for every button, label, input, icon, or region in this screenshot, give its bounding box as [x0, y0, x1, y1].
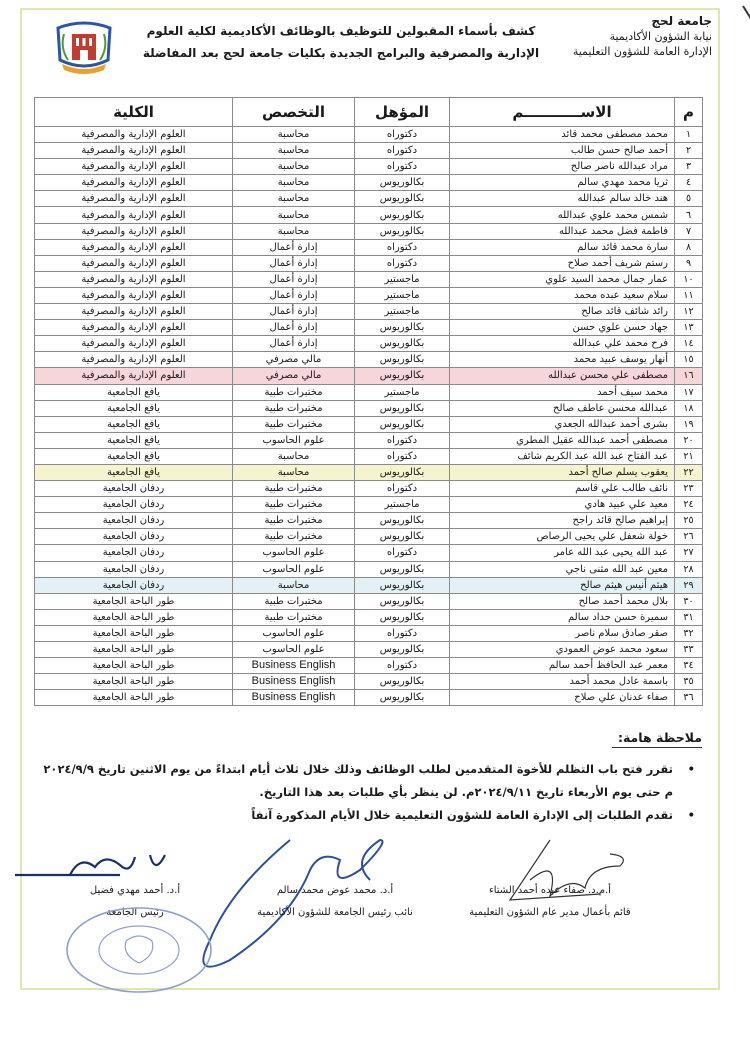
college: العلوم الإدارية والمصرفية — [35, 127, 233, 143]
row-number: ٧ — [675, 223, 703, 239]
college: طور الباحة الجامعية — [35, 593, 233, 609]
college: ردفان الجامعية — [35, 481, 233, 497]
specialization: مختبرات طبية — [233, 400, 355, 416]
signature-block-education-director — [460, 880, 640, 924]
college: العلوم الإدارية والمصرفية — [35, 271, 233, 287]
row-number: ٢٠ — [675, 432, 703, 448]
row-number: ١ — [675, 127, 703, 143]
row-number: ٢٤ — [675, 497, 703, 513]
college: ردفان الجامعية — [35, 513, 233, 529]
college: العلوم الإدارية والمصرفية — [35, 159, 233, 175]
qualification: دكتوراه — [355, 432, 450, 448]
qualification: بكالوريوس — [355, 674, 450, 690]
table-row — [35, 159, 703, 175]
qualification: بكالوريوس — [355, 191, 450, 207]
table-row — [35, 352, 703, 368]
specialization: محاسبة — [233, 223, 355, 239]
college: طور الباحة الجامعية — [35, 609, 233, 625]
qualification: دكتوراه — [355, 255, 450, 271]
row-number: ٢٣ — [675, 481, 703, 497]
signatory-role: نائب رئيس الجامعة للشؤون الأكاديمية — [257, 907, 413, 918]
row-number: ٢٥ — [675, 513, 703, 529]
college: العلوم الإدارية والمصرفية — [35, 336, 233, 352]
college: يافع الجامعية — [35, 464, 233, 480]
candidate-name: رائد شائف قائد صالح — [450, 304, 675, 320]
row-number: ١٣ — [675, 320, 703, 336]
college: طور الباحة الجامعية — [35, 690, 233, 706]
candidate-name: عبد الفتاح عبد الله عبد الكريم شائف — [450, 448, 675, 464]
college: طور الباحة الجامعية — [35, 625, 233, 641]
table-row — [35, 384, 703, 400]
college: العلوم الإدارية والمصرفية — [35, 175, 233, 191]
college: ردفان الجامعية — [35, 561, 233, 577]
qualification: بكالوريوس — [355, 352, 450, 368]
college: ردفان الجامعية — [35, 497, 233, 513]
table-row — [35, 368, 703, 384]
table-row — [35, 690, 703, 706]
college: العلوم الإدارية والمصرفية — [35, 207, 233, 223]
row-number: ٣٤ — [675, 658, 703, 674]
table-row — [35, 127, 703, 143]
candidate-name: مصطفى أحمد عبدالله عقيل المطري — [450, 432, 675, 448]
table-row — [35, 658, 703, 674]
document-header — [30, 12, 712, 82]
row-number: ١٠ — [675, 271, 703, 287]
candidate-name: رستم شريف أحمد صلاح — [450, 255, 675, 271]
specialization: إدارة أعمال — [233, 271, 355, 287]
row-number: ٣٠ — [675, 593, 703, 609]
college: يافع الجامعية — [35, 448, 233, 464]
candidate-name: معمر عبد الحافظ أحمد سالم — [450, 658, 675, 674]
candidate-name: شمس محمد علوي عبدالله — [450, 207, 675, 223]
candidate-name: سميرة حسن حداد سالم — [450, 609, 675, 625]
row-number: ٥ — [675, 191, 703, 207]
specialization: علوم الحاسوب — [233, 642, 355, 658]
specialization: محاسبة — [233, 577, 355, 593]
candidate-name: سعود محمد عوض العمودي — [450, 642, 675, 658]
college: العلوم الإدارية والمصرفية — [35, 304, 233, 320]
table-row — [35, 239, 703, 255]
college: العلوم الإدارية والمصرفية — [35, 191, 233, 207]
row-number: ٢٢ — [675, 464, 703, 480]
candidate-name: إبراهيم صالح قائد راجح — [450, 513, 675, 529]
table-row — [35, 287, 703, 303]
signatory-role: قائم بأعمال مدير عام الشؤون التعليمية — [469, 907, 631, 918]
row-number: ٢٦ — [675, 529, 703, 545]
table-row — [35, 545, 703, 561]
vice-presidency: نيابة الشؤون الأكاديمية — [609, 30, 712, 43]
qualification: ماجستير — [355, 271, 450, 287]
candidate-name: نائف طالب علي قاسم — [450, 481, 675, 497]
row-number: ٩ — [675, 255, 703, 271]
specialization: مختبرات طبية — [233, 513, 355, 529]
college: العلوم الإدارية والمصرفية — [35, 320, 233, 336]
specialization: Business English — [233, 674, 355, 690]
college: العلوم الإدارية والمصرفية — [35, 352, 233, 368]
college: ردفان الجامعية — [35, 529, 233, 545]
signatory-name: أ.د. أحمد مهدي فضيل — [89, 885, 181, 896]
college: العلوم الإدارية والمصرفية — [35, 255, 233, 271]
college: يافع الجامعية — [35, 400, 233, 416]
specialization: إدارة أعمال — [233, 336, 355, 352]
specialization: محاسبة — [233, 175, 355, 191]
row-number: ٢٨ — [675, 561, 703, 577]
table-row — [35, 529, 703, 545]
qualification: دكتوراه — [355, 159, 450, 175]
table-row — [35, 561, 703, 577]
table-row — [35, 625, 703, 641]
college: طور الباحة الجامعية — [35, 658, 233, 674]
table-row — [35, 674, 703, 690]
table-row — [35, 271, 703, 287]
candidate-name: فرح محمد علي عبدالله — [450, 336, 675, 352]
specialization: مختبرات طبية — [233, 497, 355, 513]
candidate-name: صقر صادق سلام ناصر — [450, 625, 675, 641]
specialization: إدارة أعمال — [233, 239, 355, 255]
specialization: علوم الحاسوب — [233, 561, 355, 577]
qualification: بكالوريوس — [355, 642, 450, 658]
document-title — [130, 20, 552, 64]
table-row — [35, 255, 703, 271]
signatory-role: رئيس الجامعة — [106, 907, 164, 918]
column-header-specialization: التخصص — [233, 98, 355, 127]
bullet-icon: • — [687, 808, 695, 822]
title-line-2: الإدارية والمصرفية والبرامج الجديدة بكليات جامعة لحج بعد المفاضلة — [142, 46, 540, 60]
table-row — [35, 207, 703, 223]
specialization: محاسبة — [233, 159, 355, 175]
qualification: بكالوريوس — [355, 593, 450, 609]
table-row — [35, 497, 703, 513]
college: ردفان الجامعية — [35, 577, 233, 593]
qualification: ماجستير — [355, 384, 450, 400]
qualification: بكالوريوس — [355, 400, 450, 416]
candidate-name: ثريا محمد مهدي سالم — [450, 175, 675, 191]
specialization: علوم الحاسوب — [233, 545, 355, 561]
college: ردفان الجامعية — [35, 545, 233, 561]
specialization: مالي مصرفي — [233, 352, 355, 368]
table-row — [35, 400, 703, 416]
row-number: ١٤ — [675, 336, 703, 352]
specialization: مختبرات طبية — [233, 481, 355, 497]
qualification: دكتوراه — [355, 481, 450, 497]
column-header-qualification: المؤهل — [355, 98, 450, 127]
specialization: إدارة أعمال — [233, 304, 355, 320]
candidate-name: معين عبد الله مثنى ناجي — [450, 561, 675, 577]
candidate-name: بلال محمد أحمد صالح — [450, 593, 675, 609]
candidate-name: مصطفى علي محسن عبدالله — [450, 368, 675, 384]
qualification: بكالوريوس — [355, 207, 450, 223]
table-row — [35, 175, 703, 191]
signatory-name: أ.م.د. صفاء عبده أحمد الشتاء — [489, 885, 611, 896]
signature-block-vice-president — [245, 880, 425, 924]
specialization: محاسبة — [233, 448, 355, 464]
specialization: مختبرات طبية — [233, 593, 355, 609]
qualification: دكتوراه — [355, 127, 450, 143]
row-number: ١٩ — [675, 416, 703, 432]
note-item — [33, 804, 695, 827]
qualification: بكالوريوس — [355, 464, 450, 480]
specialization: مختبرات طبية — [233, 609, 355, 625]
table-row — [35, 143, 703, 159]
table-row — [35, 304, 703, 320]
notes-list — [33, 758, 695, 827]
row-number: ١٢ — [675, 304, 703, 320]
row-number: ١٥ — [675, 352, 703, 368]
qualification: بكالوريوس — [355, 416, 450, 432]
qualification: ماجستير — [355, 287, 450, 303]
college: يافع الجامعية — [35, 384, 233, 400]
title-line-1: كشف بأسماء المقبولين للتوظيف بالوظائف الأكاديمية لكلية العلوم — [146, 24, 536, 38]
candidate-name: أنهار يوسف عبيد محمد — [450, 352, 675, 368]
row-number: ١٧ — [675, 384, 703, 400]
table-row — [35, 320, 703, 336]
table-row — [35, 223, 703, 239]
note-text: تقرر فتح باب التظلم للأخوة المتقدمين لطلب الوظائف وذلك خلال ثلاث أيام ابتداءً من يوم الاثنين تاريخ ٢٠٢٤/٩/٩ م حتى يوم الأربعاء تاريخ ٢٠٢٤/٩/١١م. لن ينظر بأي طلبات بعد هذا التاريخ. — [43, 762, 673, 799]
accepted-candidates-table — [34, 97, 703, 706]
row-number: ٢٩ — [675, 577, 703, 593]
candidate-name: صفاء عدنان علي صلاح — [450, 690, 675, 706]
official-stamp-icon — [64, 905, 214, 995]
row-number: ١٨ — [675, 400, 703, 416]
candidate-name: بشرى أحمد عبدالله الجعدي — [450, 416, 675, 432]
college: يافع الجامعية — [35, 432, 233, 448]
candidate-name: سلام سعيد عبده محمد — [450, 287, 675, 303]
candidate-name: محمد سيف أحمد — [450, 384, 675, 400]
table-row — [35, 416, 703, 432]
row-number: ٣ — [675, 159, 703, 175]
table-row — [35, 336, 703, 352]
note-item — [33, 758, 695, 804]
specialization: محاسبة — [233, 143, 355, 159]
candidate-name: محمد مصطفى محمد قائد — [450, 127, 675, 143]
specialization: علوم الحاسوب — [233, 432, 355, 448]
row-number: ٣١ — [675, 609, 703, 625]
specialization: إدارة أعمال — [233, 287, 355, 303]
row-number: ٢١ — [675, 448, 703, 464]
qualification: دكتوراه — [355, 239, 450, 255]
candidate-name: عبدالله محسن عاطف صالح — [450, 400, 675, 416]
qualification: دكتوراه — [355, 545, 450, 561]
qualification: دكتوراه — [355, 143, 450, 159]
college: طور الباحة الجامعية — [35, 674, 233, 690]
row-number: ٢ — [675, 143, 703, 159]
department-name: الإدارة العامة للشؤون التعليمية — [572, 45, 712, 58]
candidate-name: خولة شعفل علي يحيى الرصاص — [450, 529, 675, 545]
qualification: بكالوريوس — [355, 223, 450, 239]
column-header-college: الكلية — [35, 98, 233, 127]
table-row — [35, 593, 703, 609]
row-number: ٢٧ — [675, 545, 703, 561]
specialization: مختبرات طبية — [233, 384, 355, 400]
specialization: مختبرات طبية — [233, 416, 355, 432]
qualification: بكالوريوس — [355, 690, 450, 706]
college: طور الباحة الجامعية — [35, 642, 233, 658]
specialization: محاسبة — [233, 127, 355, 143]
candidate-name: هند خالد سالم عبدالله — [450, 191, 675, 207]
column-header-num: م — [675, 98, 703, 127]
candidate-name: فاطمة فضل محمد عبدالله — [450, 223, 675, 239]
row-number: ٦ — [675, 207, 703, 223]
row-number: ٨ — [675, 239, 703, 255]
row-number: ٤ — [675, 175, 703, 191]
qualification: ماجستير — [355, 497, 450, 513]
issuing-organization — [562, 14, 712, 59]
specialization: محاسبة — [233, 464, 355, 480]
table-row — [35, 448, 703, 464]
candidate-name: عمار جمال محمد السيد علوي — [450, 271, 675, 287]
university-logo-icon — [52, 20, 116, 76]
college: العلوم الإدارية والمصرفية — [35, 239, 233, 255]
specialization: مالي مصرفي — [233, 368, 355, 384]
candidate-name: باسمة عادل محمد أحمد — [450, 674, 675, 690]
table-row — [35, 609, 703, 625]
candidate-name: يعقوب يسلم صالح أحمد — [450, 464, 675, 480]
row-number: ٣٢ — [675, 625, 703, 641]
qualification: دكتوراه — [355, 625, 450, 641]
qualification: ماجستير — [355, 304, 450, 320]
row-number: ٣٥ — [675, 674, 703, 690]
notes-title: ملاحظة هامة: — [612, 730, 702, 748]
qualification: بكالوريوس — [355, 368, 450, 384]
row-number: ١١ — [675, 287, 703, 303]
bullet-icon: • — [687, 762, 695, 776]
qualification: بكالوريوس — [355, 175, 450, 191]
table-header-row — [35, 98, 703, 127]
candidate-name: سارة محمد قائد سالم — [450, 239, 675, 255]
qualification: بكالوريوس — [355, 577, 450, 593]
specialization: محاسبة — [233, 207, 355, 223]
qualification: بكالوريوس — [355, 561, 450, 577]
university-name: جامعة لحج — [651, 14, 712, 28]
note-text: تقدم الطلبات إلى الإدارة العامة للشؤون التعليمية خلال الأيام المذكورة آنفاً — [251, 808, 673, 822]
specialization: إدارة أعمال — [233, 255, 355, 271]
column-header-name: الاســـــــــــم — [450, 98, 675, 127]
candidate-name: معيد علي عبيد هادي — [450, 497, 675, 513]
row-number: ٣٣ — [675, 642, 703, 658]
table-row — [35, 577, 703, 593]
college: العلوم الإدارية والمصرفية — [35, 223, 233, 239]
corner-mark — [742, 5, 750, 50]
specialization: إدارة أعمال — [233, 320, 355, 336]
candidate-name: عبد الله يحيى عبد الله عامر — [450, 545, 675, 561]
table-row — [35, 464, 703, 480]
qualification: بكالوريوس — [355, 529, 450, 545]
qualification: بكالوريوس — [355, 336, 450, 352]
candidate-name: جهاد حسن علوي حسن — [450, 320, 675, 336]
specialization: Business English — [233, 658, 355, 674]
specialization: محاسبة — [233, 191, 355, 207]
specialization: Business English — [233, 690, 355, 706]
college: العلوم الإدارية والمصرفية — [35, 287, 233, 303]
table-row — [35, 642, 703, 658]
qualification: دكتوراه — [355, 658, 450, 674]
specialization: مختبرات طبية — [233, 529, 355, 545]
table-row — [35, 513, 703, 529]
table-row — [35, 432, 703, 448]
college: يافع الجامعية — [35, 416, 233, 432]
table-row — [35, 191, 703, 207]
qualification: دكتوراه — [355, 448, 450, 464]
row-number: ١٦ — [675, 368, 703, 384]
qualification: بكالوريوس — [355, 513, 450, 529]
college: العلوم الإدارية والمصرفية — [35, 143, 233, 159]
qualification: بكالوريوس — [355, 609, 450, 625]
candidate-name: أحمد صالح حسن طالب — [450, 143, 675, 159]
candidate-name: مراد عبدالله ناصر صالح — [450, 159, 675, 175]
signatory-name: أ.د. محمد عوض محمد سالم — [276, 885, 394, 896]
row-number: ٣٦ — [675, 690, 703, 706]
specialization: علوم الحاسوب — [233, 625, 355, 641]
table-row — [35, 481, 703, 497]
candidate-name: هيثم أنيس هيثم صالح — [450, 577, 675, 593]
college: العلوم الإدارية والمصرفية — [35, 368, 233, 384]
qualification: بكالوريوس — [355, 320, 450, 336]
